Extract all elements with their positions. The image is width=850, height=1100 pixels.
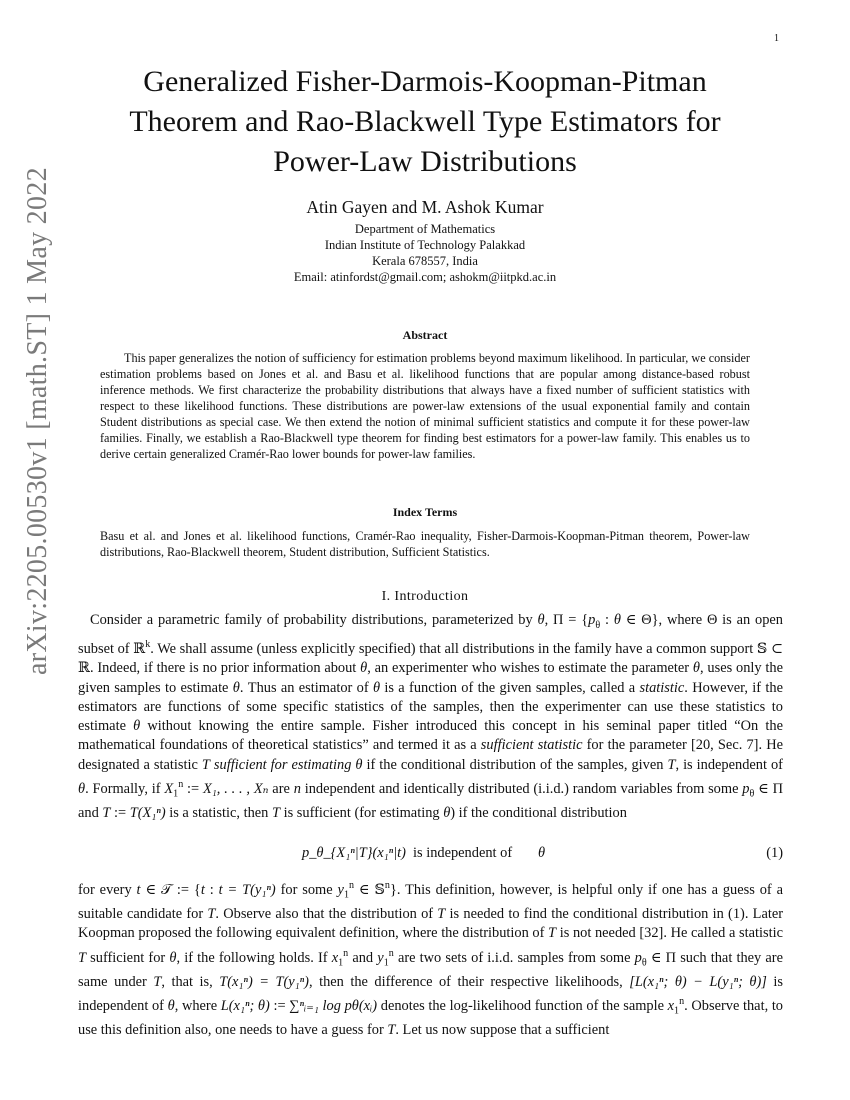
inline-text: T(X₁ⁿ) [129,805,166,822]
affiliation-email: Email: atinfordst@gmail.com; ashokm@iitpkd.ac.in [293,270,557,284]
inline-text: n [293,780,301,797]
inline-text: 1 [343,889,349,901]
equation-1-lhs: p_θ_{X₁ⁿ|T}(x₁ⁿ|t) [302,845,406,861]
inline-text: T [78,949,87,966]
inline-text: p [588,612,596,628]
term-statistic: statistic [639,679,685,696]
equation-1-rhs: θ [538,845,546,861]
inline-text: 1 [173,788,179,800]
inline-text: is sufficient (for estimating [279,805,444,822]
inline-text: [L(x₁ⁿ; θ) − L(y₁ⁿ; θ)] [629,973,767,990]
inline-text: . Observe that, to use this definition also, one needs to have a guess for [78,997,784,1038]
inline-text: T [548,925,557,942]
title-line-1: Generalized Fisher-Darmois-Koopman-Pitman [143,65,707,98]
paper-title [60,62,790,182]
inline-text: x [667,997,675,1014]
inline-text: θ [167,997,175,1014]
inline-text: , is independent of [675,756,783,773]
inline-text: denotes the log-likelihood function of the sample [377,997,668,1014]
inline-text: t = T(y₁ⁿ) [218,881,276,898]
inline-text: n [348,880,355,891]
author-names: Atin Gayen and M. Ashok Kumar [306,197,544,217]
inline-text: T [207,905,216,922]
inline-text: ∈ 𝕊 [354,881,385,898]
inline-text: X₁, . . . , Xₙ [202,780,269,797]
inline-text: T [387,1021,396,1038]
inline-text: for the parameter [20, Sec. 7]. He designated a statistic [78,737,783,773]
inline-text: n [178,779,184,791]
inline-text: 1 [674,1005,680,1017]
inline-text: θ [443,805,451,822]
inline-text: := [269,997,290,1014]
inline-text: sufficient for [86,949,170,966]
inline-text: . Formally, if [85,780,165,797]
title-line-3: Power-Law Distributions [273,145,577,178]
inline-text: := [183,780,203,797]
inline-text: T [153,973,162,990]
inline-text: . Thus an estimator of [239,679,373,696]
affiliation-institute: Indian Institute of Technology Palakkad [324,238,526,252]
inline-text: θ [360,660,368,677]
index-terms-heading: Index Terms [392,505,458,519]
page-number: 1 [774,33,779,44]
inline-text: x [331,949,339,966]
inline-text: n [343,947,349,959]
inline-text: is a statistic, then [165,805,272,822]
inline-text: is not needed [32]. He called a statistic [556,925,783,942]
inline-text: 1 [338,957,344,969]
inline-text: θ [133,718,141,735]
section-heading-introduction: I. Introduction [381,589,469,604]
inline-text: θ [613,612,621,628]
inline-text: θ [595,619,601,631]
inline-text: y [337,881,344,898]
inline-text: p [634,949,642,966]
inline-text: . Let us now suppose that a sufficient [395,1021,610,1038]
inline-text: θ [692,660,700,677]
inline-text: ∈ Θ}, where Θ is an open subset of ℝ [78,612,783,657]
title-line-2: Theorem and Rao-Blackwell Type Estimators for [129,105,721,138]
inline-text: θ [232,679,240,696]
inline-text: θ [355,756,363,773]
inline-text: independent and identically distributed (i.i.d.) random variables from some [300,780,743,797]
inline-text: without knowing the entire sample. Fisher introduced this concept in his seminal paper titled “On the mathematical foundations of theoretical statistics” and termed it as a [78,718,783,754]
affiliation-department: Department of Mathematics [354,222,496,236]
inline-text: k [145,639,151,651]
introduction-paragraph-1 [78,611,783,823]
inline-text: θ [169,949,177,966]
abstract-text: This paper generalizes the notion of sufficiency for estimation problems beyond maximum likelihood. In particular, we consider estimation problems based on Jones et al. and Basu et al. likelihood functions that are popular among distance-based robust inference methods. We first characterize the probability distributions that always have a fixed number of sufficient statistics with respect to these likelihood functions. These distributions are power-law extensions of the usual exponential family and contain Student distributions as special case. We then extend the notion of minimal sufficient statistics and compute it for these power-law families. Finally, we establish a Rao-Blackwell type theorem for finding best estimators for a power-law family. This enables us to derive certain generalized Cramér-Rao lower bounds for power-law families. [100,351,750,461]
inline-text: n [679,995,685,1007]
inline-text: θ [641,957,647,969]
inline-text: , Π = { [544,612,589,628]
inline-text: T [437,905,446,922]
inline-text: T [271,805,280,822]
inline-text: ∑ⁿᵢ₌₁ log pθ(xᵢ) [289,997,378,1014]
inline-text: is a function of the given samples, called a [380,679,640,696]
inline-text: are two sets of i.i.d. samples from some [393,949,635,966]
inline-text: ) if the conditional distribution [450,805,627,822]
inline-text: T [102,805,111,822]
inline-text: are [268,780,294,797]
inline-text: if the conditional distribution of the samples, given [362,756,668,773]
inline-text: is independent of [78,973,783,1014]
inline-text: T(x₁ⁿ) = T(y₁ⁿ) [219,973,309,990]
inline-text: , uses only the given samples to estimate [78,660,783,696]
inline-text: n [388,947,394,959]
inline-text: . Observe also that the distribution of [215,905,438,922]
inline-text: θ [537,612,545,628]
inline-text: L(x₁ⁿ; θ) [220,997,270,1014]
inline-text: . However, if the estimators are functions of some specific statistics of the samples, then the experimenter can use these statistics to estimate [78,679,783,735]
inline-text: t [200,881,205,898]
inline-text: T [201,756,210,773]
inline-text: and [348,949,378,966]
inline-text: θ [78,780,86,797]
inline-text: y [377,949,384,966]
inline-text: for every [78,881,137,898]
term-sufficient-statistic: sufficient statistic [480,737,583,754]
inline-text: is needed to find the conditional distribution in (1). Later Koopman proposed the following equivalent definition, where the distribution of [78,905,784,942]
term-sufficient-for-estimating: sufficient for estimating [213,756,352,773]
inline-text: ∈ Π such that they are same under [78,949,783,990]
introduction-paragraph-2 [78,876,783,1040]
inline-text: ∈ Π and [78,780,783,822]
arxiv-identifier-stamp: arXiv:2205.00530v1 [math.ST] 1 May 2022 [22,167,53,675]
inline-text: , if the following holds. If [176,949,332,966]
inline-text: t [136,881,141,898]
equation-1-text: is independent of [413,845,513,861]
inline-text: , an experimenter who wishes to estimate the parameter [367,660,693,677]
inline-text: , that is, [161,973,220,990]
inline-text: , where [174,997,221,1014]
inline-text: : [204,881,219,898]
inline-text: . We shall assume (unless explicitly specified) that all distributions in the family have a common support 𝕊 ⊂ ℝ. Indeed, if there is no prior information about [78,640,784,677]
affiliation-location: Kerala 678557, India [372,254,478,268]
inline-text: T [667,756,676,773]
inline-text: for some [275,881,338,898]
equation-1 [78,845,783,865]
index-terms-text: Basu et al. and Jones et al. likelihood functions, Cramér-Rao inequality, Fisher-Darmois-Koopman-Pitman theorem, Power-law distributions, Rao-Blackwell theorem, Student distribution, Sufficient Statistics. [100,529,750,559]
inline-text: }. This definition, however, is helpful only if one has a guess of a suitable candidate for [78,881,784,922]
inline-text: 1 [383,957,389,969]
inline-text: := [110,805,130,822]
inline-text: , then the difference of their respective likelihoods, [308,973,630,990]
inline-text: θ [372,679,381,696]
inline-text: X [164,780,174,797]
inline-text: p [742,780,750,797]
inline-text: n [384,880,390,891]
inline-text: Consider a parametric family of probability distributions, parameterized by [90,612,538,628]
inline-text: θ [749,788,755,800]
abstract-heading: Abstract [402,328,448,342]
inline-text: : [600,612,614,628]
inline-text: ∈ 𝒯 := { [140,881,201,898]
equation-1-number: (1) [766,845,783,861]
